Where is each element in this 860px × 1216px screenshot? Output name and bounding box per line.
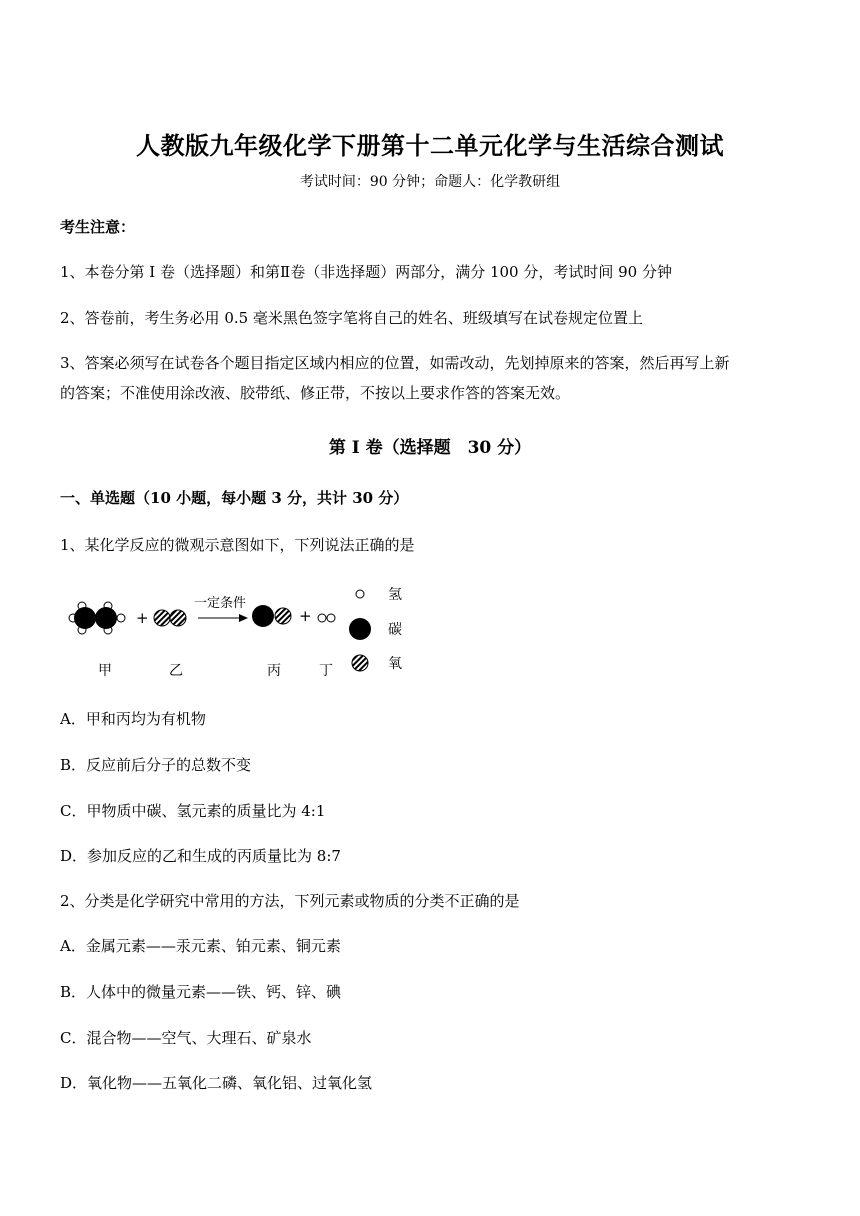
- label-ding: 丁: [319, 663, 333, 679]
- notice-heading: 考生注意：: [60, 218, 136, 236]
- molecule-bing: [252, 605, 291, 627]
- label-jia: 甲: [98, 663, 112, 679]
- question-2-stem: 2、分类是化学研究中常用的方法，下列元素或物质的分类不正确的是: [60, 892, 520, 910]
- question-1-stem: 1、某化学反应的微观示意图如下，下列说法正确的是: [60, 536, 415, 554]
- molecule-jia: [69, 602, 125, 634]
- molecule-yi: [154, 610, 186, 626]
- legend-hydrogen-icon: [356, 590, 364, 598]
- notice-item-1: 1、本卷分第 I 卷（选择题）和第Ⅱ卷（非选择题）两部分，满分 100 分，考试时间 90 分钟: [60, 263, 672, 281]
- label-bing: 丙: [267, 663, 281, 679]
- question-1-option-d: D．参加反应的乙和生成的丙质量比为 8:7: [60, 847, 341, 865]
- arrow-head-icon: [239, 614, 248, 622]
- question-1-option-b: B．反应前后分子的总数不变: [60, 756, 252, 774]
- reaction-diagram: [58, 580, 418, 690]
- part-heading: 一、单选题（10 小题，每小题 3 分，共计 30 分）: [60, 489, 409, 507]
- question-2-option-d: D．氧化物——五氧化二磷、氧化铝、过氧化氢: [60, 1074, 373, 1092]
- question-2-option-b: B．人体中的微量元素——铁、钙、锌、碘: [60, 983, 342, 1001]
- exam-title: 人教版九年级化学下册第十二单元化学与生活综合测试: [136, 131, 724, 160]
- plus-sign-2: +: [299, 607, 312, 625]
- exam-subtitle: 考试时间：90 分钟；命题人：化学教研组: [299, 174, 561, 190]
- legend-oxygen-icon: [352, 655, 368, 671]
- molecule-ding: [318, 614, 335, 622]
- reaction-condition: 一定条件: [194, 596, 247, 611]
- plus-sign-1: +: [136, 609, 149, 627]
- legend-carbon-icon: [349, 618, 371, 640]
- notice-item-3-cont: 的答案；不准使用涂改液、胶带纸、修正带，不按以上要求作答的答案无效。: [60, 384, 571, 402]
- legend-carbon-label: 碳: [388, 622, 402, 638]
- notice-item-3: 3、答案必须写在试卷各个题目指定区域内相应的位置，如需改动，先划掉原来的答案，然后再写上新: [60, 354, 730, 372]
- legend-hydrogen-label: 氢: [388, 587, 402, 603]
- question-1-option-c: C．甲物质中碳、氢元素的质量比为 4:1: [60, 802, 326, 820]
- notice-item-2: 2、答卷前，考生务必用 0.5 毫米黑色签字笔将自己的姓名、班级填写在试卷规定位置上: [60, 309, 643, 327]
- question-2-option-a: A．金属元素——汞元素、铂元素、铜元素: [60, 937, 341, 955]
- legend-oxygen-label: 氧: [388, 656, 402, 672]
- label-yi: 乙: [169, 663, 183, 679]
- question-2-option-c: C．混合物——空气、大理石、矿泉水: [60, 1029, 312, 1047]
- question-1-option-a: A．甲和丙均为有机物: [60, 710, 206, 728]
- section-title: 第 I 卷（选择题 30 分）: [328, 438, 532, 458]
